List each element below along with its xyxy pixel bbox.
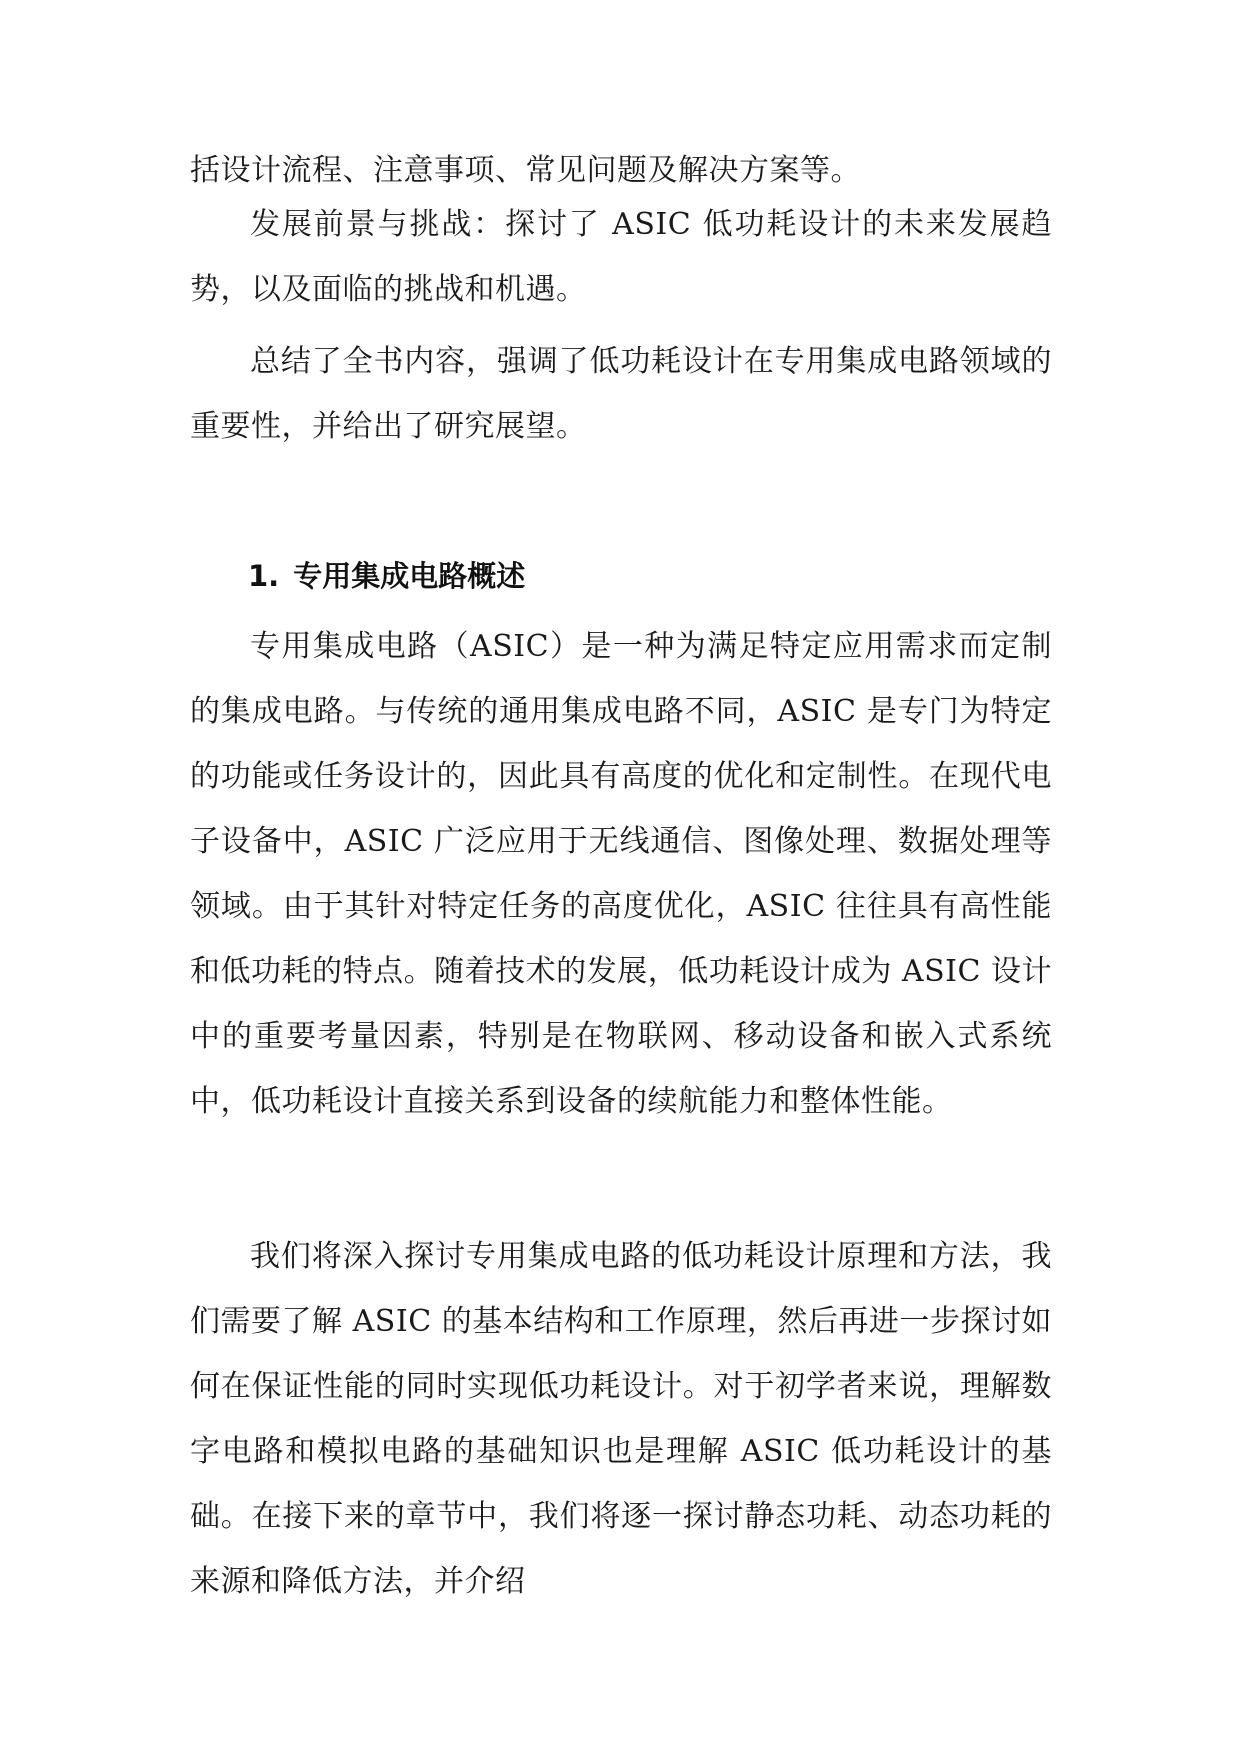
paragraph-low-power-approach: 我们将深入探讨专用集成电路的低功耗设计原理和方法，我们需要了解 ASIC 的基本结构和工作原理，然后再进一步探讨如何在保证性能的同时实现低功耗设计。对于初学者来说，理解数字电路和模拟电路的基础知识也是理解 ASIC 低功耗设计的基础。在接下来的章节中，我们将逐一探讨静态功耗、动态功耗的来源和降低方法，并介绍	[190, 1239, 1052, 1599]
section-title: 专用集成电路概述	[293, 559, 526, 593]
paragraph-prospects-challenges: 发展前景与挑战：探讨了 ASIC 低功耗设计的未来发展趋势，以及面临的挑战和机遇。	[190, 207, 1052, 307]
paragraph-book-summary: 总结了全书内容，强调了低功耗设计在专用集成电路领域的重要性，并给出了研究展望。	[190, 344, 1052, 444]
paragraph-design-process: 括设计流程、注意事项、常见问题及解决方案等。	[190, 153, 861, 188]
section-number: 1.	[248, 559, 280, 593]
section-heading	[248, 556, 1048, 596]
paragraph-asic-overview: 专用集成电路（ASIC）是一种为满足特定应用需求而定制的集成电路。与传统的通用集成电路不同，ASIC 是专门为特定的功能或任务设计的，因此具有高度的优化和定制性。在现代电子设备中，ASIC 广泛应用于无线通信、图像处理、数据处理等领域。由于其针对特定任务的高度优化，ASIC 往往具有高性能和低功耗的特点。随着技术的发展，低功耗设计成为 ASIC 设计中的重要考量因素，特别是在物联网、移动设备和嵌入式系统中，低功耗设计直接关系到设备的续航能力和整体性能。	[190, 629, 1052, 1119]
